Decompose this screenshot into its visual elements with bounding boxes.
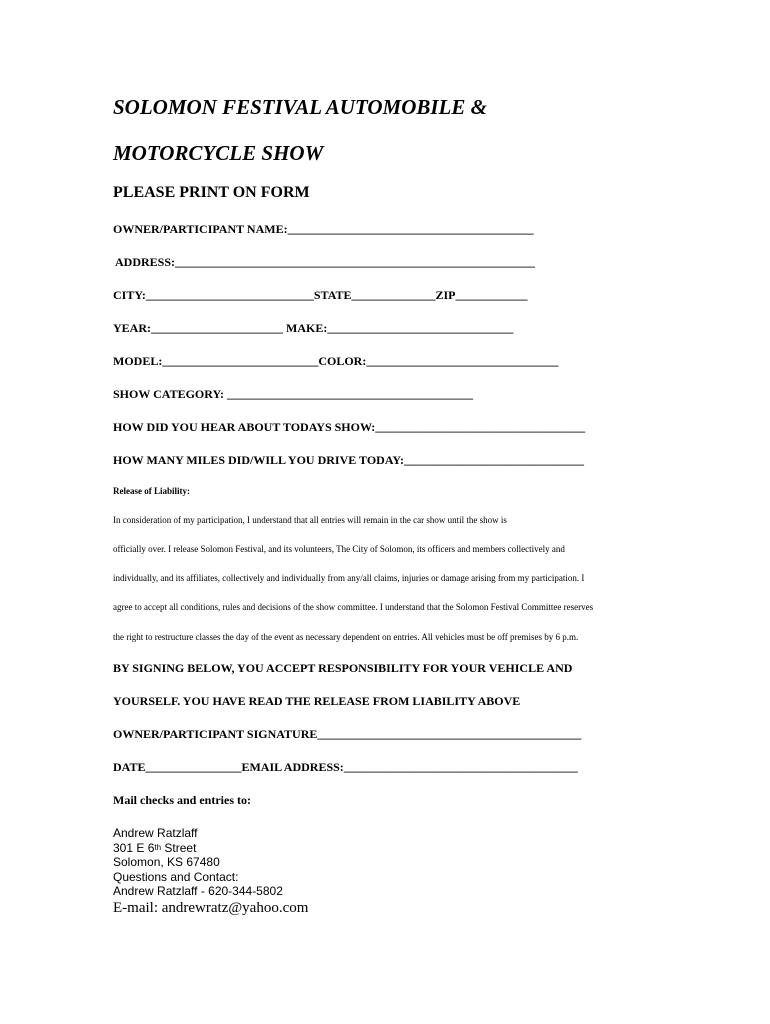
street-name: Street bbox=[161, 840, 197, 855]
mail-heading: Mail checks and entries to: bbox=[113, 793, 251, 807]
form-subtitle: PLEASE PRINT ON FORM bbox=[113, 184, 310, 201]
form-title-line2: MOTORCYCLE SHOW bbox=[113, 141, 324, 165]
form-title-line1: SOLOMON FESTIVAL AUTOMOBILE & bbox=[113, 95, 487, 119]
mailing-address-block bbox=[113, 826, 283, 899]
city-state-zip: Solomon, KS 67480 bbox=[113, 855, 220, 870]
address-field: ADDRESS:____________________________________________________________ bbox=[115, 255, 536, 269]
miles-driven-field: HOW MANY MILES DID/WILL YOU DRIVE TODAY:______________________________ bbox=[113, 453, 584, 467]
release-line: agree to accept all conditions, rules and decisions of the show committee. I understand that the Solomon Festival Committee reserves bbox=[113, 602, 594, 612]
contact-phone: Andrew Ratzlaff - 620-344-5802 bbox=[113, 884, 283, 899]
year-make-field: YEAR:______________________ MAKE:_______________________________ bbox=[113, 321, 514, 335]
questions-label: Questions and Contact: bbox=[113, 869, 239, 884]
show-category-field: SHOW CATEGORY: _________________________________________ bbox=[113, 387, 474, 401]
street-address bbox=[113, 841, 283, 856]
street-number: 301 E 6 bbox=[113, 840, 155, 855]
street-suffix: th bbox=[154, 842, 162, 852]
city-state-zip-field: CITY:____________________________STATE______________ZIP____________ bbox=[113, 288, 528, 302]
model-color-field: MODEL:__________________________COLOR:________________________________ bbox=[113, 354, 559, 368]
signature-field: OWNER/PARTICIPANT SIGNATURE____________________________________________ bbox=[113, 727, 582, 741]
acceptance-line1: BY SIGNING BELOW, YOU ACCEPT RESPONSIBILITY FOR YOUR VEHICLE AND bbox=[113, 661, 573, 675]
contact-name: Andrew Ratzlaff bbox=[113, 826, 198, 840]
contact-email: E-mail: andrewratz@yahoo.com bbox=[113, 900, 309, 916]
date-email-field: DATE________________EMAIL ADDRESS:_______________________________________ bbox=[113, 760, 578, 774]
release-line: officially over. I release Solomon Festival, and its volunteers, The City of Solomon, its officers and members collectively and bbox=[113, 544, 565, 554]
hear-about-field: HOW DID YOU HEAR ABOUT TODAYS SHOW:___________________________________ bbox=[113, 420, 586, 434]
release-line: In consideration of my participation, I understand that all entries will remain in the car show until the show is bbox=[113, 515, 507, 525]
release-line: individually, and its affiliates, collectively and individually from any/all claims, injuries or damage arising from my participation. I bbox=[113, 573, 585, 583]
release-heading: Release of Liability: bbox=[113, 486, 190, 496]
acceptance-line2: YOURSELF. YOU HAVE READ THE RELEASE FROM LIABILITY ABOVE bbox=[113, 694, 521, 708]
owner-name-field: OWNER/PARTICIPANT NAME:_________________________________________ bbox=[113, 222, 534, 236]
release-line: the right to restructure classes the day of the event as necessary dependent on entries. All vehicles must be off premises by 6 p.m. bbox=[113, 632, 579, 642]
